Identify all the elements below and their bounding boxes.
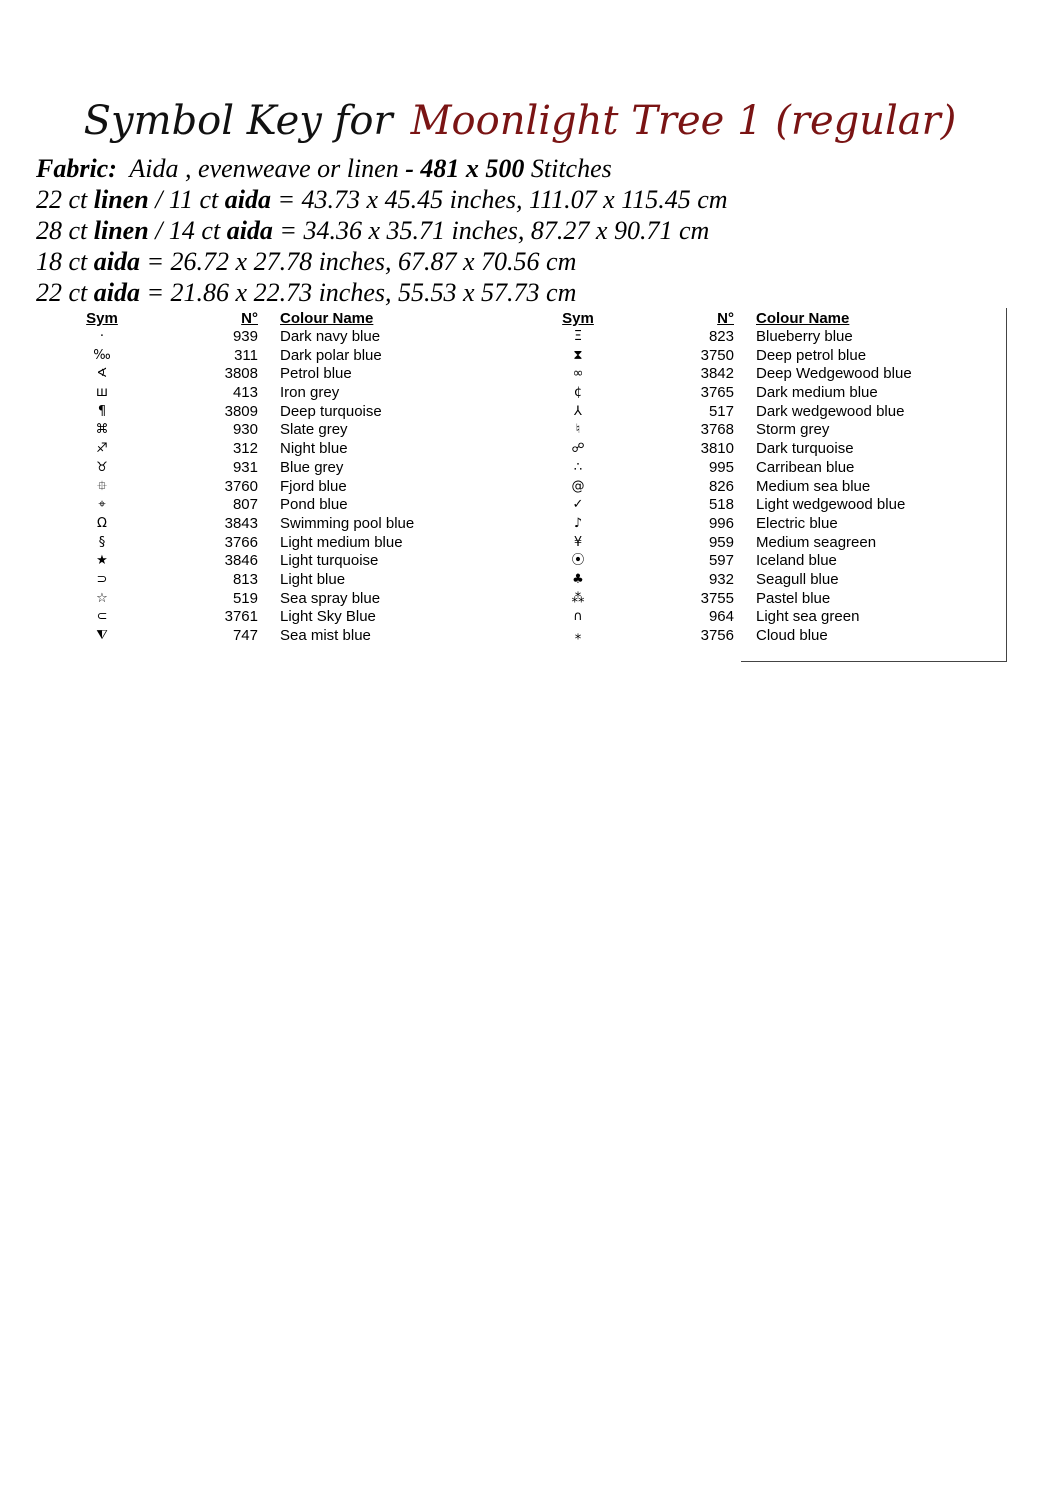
- dmc-number: 932: [708, 570, 734, 588]
- dmc-number: 813: [232, 570, 258, 588]
- dmc-number: 3766: [224, 533, 258, 551]
- colour-name: Light blue: [280, 570, 346, 588]
- table-row: [536, 590, 996, 609]
- symbol-glyph: ⯐: [97, 478, 107, 494]
- symbol-glyph: ✓: [572, 497, 584, 513]
- size-count: 14 ct: [168, 216, 221, 245]
- table-row: [60, 440, 480, 459]
- symbol-glyph: ш: [96, 385, 108, 401]
- stitch-count: 481 x 500: [420, 154, 525, 183]
- symbol-glyph: ¶: [97, 403, 107, 419]
- symbol-glyph: ⧗: [573, 347, 583, 363]
- dmc-number: 3810: [700, 440, 734, 458]
- table-border-bottom: [741, 661, 1007, 662]
- fabric-types: Aida , evenweave or linen: [129, 154, 399, 183]
- dmc-number: 3768: [700, 421, 734, 439]
- dmc-number: 807: [232, 496, 258, 514]
- table-row: [60, 627, 480, 646]
- table-row: [536, 421, 996, 440]
- symbol-glyph: ⦿: [571, 553, 585, 569]
- symbol-glyph: ★: [96, 553, 108, 569]
- table-row: [536, 496, 996, 515]
- dmc-number: 518: [708, 496, 734, 514]
- colour-name: Swimming pool blue: [280, 514, 415, 532]
- size-dimensions: = 21.86 x 22.73 inches, 55.53 x 57.73 cm: [146, 278, 577, 307]
- fabric-label: Fabric:: [36, 154, 117, 183]
- table-row: [536, 552, 996, 571]
- colour-name: Cloud blue: [756, 627, 828, 644]
- colour-name: Dark polar blue: [280, 346, 382, 364]
- table-row: [60, 459, 480, 478]
- colour-name: Light sea green: [756, 608, 860, 626]
- dmc-number: 3755: [700, 589, 734, 607]
- size-line: [36, 246, 1036, 277]
- size-dimensions: = 34.36 x 35.71 inches, 87.27 x 90.71 cm: [279, 216, 710, 245]
- symbol-glyph: ⁂: [571, 590, 585, 606]
- size-separator: /: [155, 216, 163, 245]
- colour-name: Blue grey: [280, 458, 344, 476]
- colour-name: Iron grey: [280, 384, 340, 402]
- table-row: [60, 515, 480, 534]
- dmc-number: 3760: [224, 477, 258, 495]
- dmc-number: 931: [232, 458, 258, 476]
- header-name: Colour Name: [280, 310, 374, 327]
- header-num: N°: [241, 310, 258, 327]
- colour-name: Carribean blue: [756, 458, 855, 476]
- dmc-number: 3756: [700, 627, 734, 644]
- symbol-glyph: ∴: [573, 459, 583, 475]
- symbol-glyph: ⊂: [96, 609, 108, 625]
- size-count: 22 ct: [36, 185, 88, 214]
- table-row: [60, 403, 480, 422]
- symbol-glyph: ⅄: [574, 403, 582, 419]
- colour-name: Slate grey: [280, 421, 348, 439]
- table-row: [60, 534, 480, 553]
- colour-name: Light medium blue: [280, 533, 403, 551]
- table-header: [60, 310, 480, 328]
- dmc-number: 747: [232, 627, 258, 644]
- colour-name: Sea mist blue: [280, 627, 371, 644]
- size-line: [36, 184, 1036, 215]
- dmc-number: 3846: [224, 552, 258, 570]
- symbol-glyph: ☍: [571, 441, 585, 457]
- symbol-glyph: ♮: [575, 422, 581, 438]
- table-row: [536, 440, 996, 459]
- page-title: [0, 96, 1040, 146]
- symbol-glyph: ⧨: [96, 628, 108, 643]
- header-name: Colour Name: [756, 310, 850, 327]
- table-header: [536, 310, 996, 328]
- symbol-glyph: @: [571, 478, 585, 494]
- colour-name: Petrol blue: [280, 365, 352, 383]
- dmc-number: 964: [708, 608, 734, 626]
- dmc-number: 597: [708, 552, 734, 570]
- table-row: [60, 571, 480, 590]
- symbol-glyph: ·: [99, 329, 105, 344]
- dmc-number: 3808: [224, 365, 258, 383]
- dmc-number: 959: [708, 533, 734, 551]
- colour-name: Dark turquoise: [756, 440, 854, 458]
- size-dimensions: = 43.73 x 45.45 inches, 111.07 x 115.45 cm: [277, 185, 728, 214]
- size-count: 18 ct: [36, 247, 88, 276]
- colour-name: Light Sky Blue: [280, 608, 376, 626]
- table-row: [536, 478, 996, 497]
- symbol-glyph: ♪: [573, 515, 583, 531]
- table-row: [60, 478, 480, 497]
- table-row: [536, 571, 996, 590]
- symbol-glyph: §: [98, 534, 106, 550]
- symbol-glyph: ⊃: [96, 571, 108, 587]
- symbol-glyph: Ω: [97, 515, 107, 531]
- dmc-number: 826: [708, 477, 734, 495]
- table-row: [60, 347, 480, 366]
- fabric-dash: -: [405, 154, 414, 183]
- colour-name: Pastel blue: [756, 589, 831, 607]
- size-material: aida: [226, 216, 273, 245]
- symbol-glyph: ∢: [96, 366, 108, 382]
- table-row: [536, 365, 996, 384]
- colour-name: Sea spray blue: [280, 589, 381, 607]
- size-dimensions: = 26.72 x 27.78 inches, 67.87 x 70.56 cm: [146, 247, 577, 276]
- table-row: [536, 403, 996, 422]
- symbol-key-right: [536, 310, 996, 646]
- colour-name: Seagull blue: [756, 570, 839, 588]
- dmc-number: 3809: [224, 402, 258, 420]
- dmc-number: 312: [232, 440, 258, 458]
- table-border-right: [1006, 308, 1007, 662]
- table-row: [60, 496, 480, 515]
- size-count: 11 ct: [168, 185, 219, 214]
- symbol-glyph: ∩: [573, 609, 583, 625]
- size-line: [36, 215, 1036, 246]
- colour-name: Deep Wedgewood blue: [756, 365, 912, 383]
- colour-name: Fjord blue: [280, 477, 347, 495]
- size-material: linen: [93, 185, 149, 214]
- colour-name: Light turquoise: [280, 552, 379, 570]
- symbol-glyph: ⌖: [98, 497, 106, 513]
- table-row: [60, 365, 480, 384]
- colour-name: Night blue: [280, 440, 348, 458]
- dmc-number: 3842: [700, 365, 734, 383]
- symbol-glyph: ‰: [93, 347, 111, 363]
- dmc-number: 3750: [700, 346, 734, 364]
- symbol-glyph: ¢: [573, 385, 583, 401]
- size-material: linen: [93, 216, 149, 245]
- dmc-number: 519: [232, 589, 258, 607]
- colour-name: Dark medium blue: [756, 384, 878, 402]
- table-row: [60, 421, 480, 440]
- size-separator: /: [155, 185, 163, 214]
- size-count: 28 ct: [36, 216, 88, 245]
- table-row: [536, 347, 996, 366]
- size-material: aida: [93, 278, 140, 307]
- colour-name: Deep turquoise: [280, 402, 382, 420]
- symbol-glyph: ☆: [96, 590, 108, 606]
- dmc-number: 823: [708, 328, 734, 345]
- header-num: N°: [717, 310, 734, 327]
- fabric-line: [36, 153, 1036, 184]
- colour-name: Iceland blue: [756, 552, 837, 570]
- colour-name: Blueberry blue: [756, 328, 853, 345]
- dmc-number: 3761: [224, 608, 258, 626]
- table-row: [60, 328, 480, 347]
- table-row: [536, 384, 996, 403]
- size-material: aida: [93, 247, 140, 276]
- dmc-number: 3765: [700, 384, 734, 402]
- header-sym: Sym: [562, 310, 594, 327]
- colour-name: Pond blue: [280, 496, 348, 514]
- symbol-glyph: ∞: [572, 366, 584, 382]
- symbol-glyph: Ξ: [573, 329, 583, 344]
- table-row: [536, 534, 996, 553]
- title-prefix: Symbol Key for: [83, 98, 393, 144]
- table-row: [60, 590, 480, 609]
- stitches-word: Stitches: [530, 154, 612, 183]
- dmc-number: 996: [708, 514, 734, 532]
- colour-name: Medium seagreen: [756, 533, 877, 551]
- rows-left: [60, 328, 480, 646]
- header-sym: Sym: [86, 310, 118, 327]
- colour-name: Dark wedgewood blue: [756, 402, 905, 420]
- colour-name: Light wedgewood blue: [756, 496, 906, 514]
- table-row: [536, 608, 996, 627]
- size-line: [36, 277, 1036, 308]
- symbol-glyph: ♉: [96, 459, 108, 475]
- dmc-number: 930: [232, 421, 258, 439]
- table-row: [536, 515, 996, 534]
- colour-name: Medium sea blue: [756, 477, 871, 495]
- fabric-info: [36, 153, 1036, 308]
- table-row: [60, 608, 480, 627]
- symbol-glyph: ⁎: [574, 628, 582, 643]
- colour-name: Deep petrol blue: [756, 346, 867, 364]
- table-row: [536, 627, 996, 646]
- rows-right: [536, 328, 996, 646]
- dmc-number: 311: [234, 346, 258, 364]
- symbol-key-left: [60, 310, 480, 646]
- colour-name: Dark navy blue: [280, 328, 381, 345]
- size-count: 22 ct: [36, 278, 88, 307]
- symbol-glyph: ⌘: [95, 422, 109, 438]
- colour-name: Electric blue: [756, 514, 838, 532]
- dmc-number: 413: [232, 384, 258, 402]
- dmc-number: 3843: [224, 514, 258, 532]
- symbol-glyph: ♐: [96, 441, 108, 457]
- size-material: aida: [224, 185, 271, 214]
- dmc-number: 517: [708, 402, 734, 420]
- dmc-number: 939: [232, 328, 258, 345]
- symbol-glyph: ♣: [572, 571, 584, 587]
- table-row: [60, 384, 480, 403]
- table-row: [60, 552, 480, 571]
- colour-name: Storm grey: [756, 421, 830, 439]
- table-row: [536, 459, 996, 478]
- symbol-glyph: ¥: [573, 534, 583, 550]
- pattern-name: Moonlight Tree 1 (regular): [410, 98, 957, 144]
- dmc-number: 995: [708, 458, 734, 476]
- table-row: [536, 328, 996, 347]
